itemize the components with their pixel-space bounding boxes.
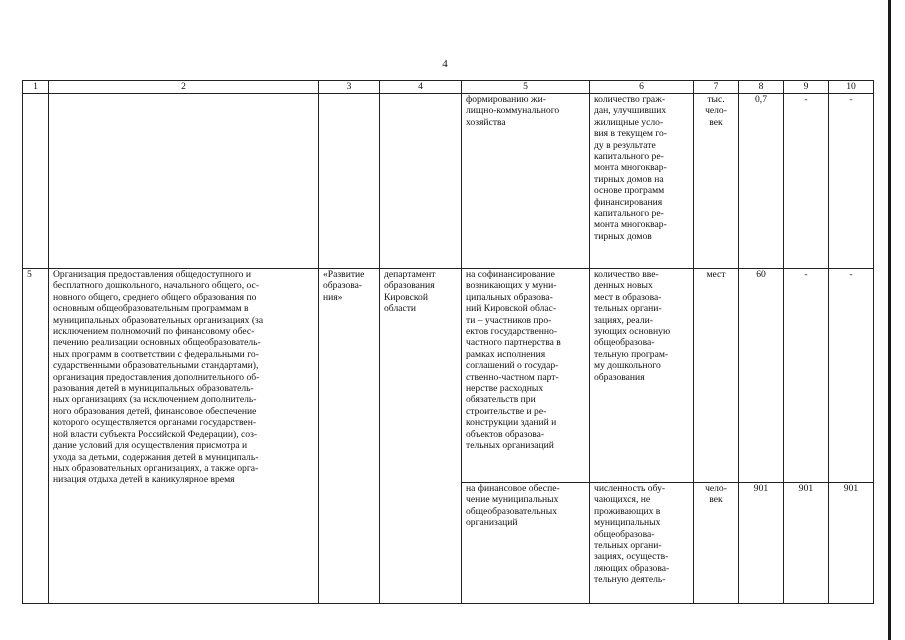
page-edge-line <box>888 0 891 640</box>
value-col-8-cell: 901 <box>739 483 784 604</box>
function-description-cell <box>49 94 319 269</box>
header-row <box>23 81 874 94</box>
value-col-8-cell: 60 <box>739 269 784 483</box>
header-col-7: 7 <box>694 81 739 94</box>
header-col-8: 8 <box>739 81 784 94</box>
header-col-10: 10 <box>829 81 874 94</box>
row-number-cell: 5 <box>23 269 49 604</box>
value-col-9-cell: 901 <box>784 483 829 604</box>
unit-cell: мест <box>694 269 739 483</box>
header-col-6: 6 <box>590 81 694 94</box>
table-row <box>23 94 874 269</box>
row-number-cell <box>23 94 49 269</box>
header-col-5: 5 <box>462 81 590 94</box>
header-col-2: 2 <box>49 81 319 94</box>
purpose-cell: на софинансирование возникающих у муни- ципальных образова- ний Кировской облас- ти – участников про- ектов государственно- частного партнерства в рамках исполнения соглашений о государ- ственно-частном парт- нерстве расходных обязательств при строительстве и ре- конструкции зданий и объектов образова- тельных организаций <box>462 269 590 483</box>
unit-cell: тыс. чело- век <box>694 94 739 269</box>
table-row <box>23 269 874 483</box>
program-cell <box>319 94 380 269</box>
header-col-9: 9 <box>784 81 829 94</box>
value-col-8-cell: 0,7 <box>739 94 784 269</box>
department-cell <box>380 94 462 269</box>
page-number: 4 <box>442 58 448 70</box>
indicator-cell: количество граж- дан, улучшивших жилищные усло- вия в текущем го- ду в результате капитального ре- монта многоквар- тирных домов на основе программ финансирования капитального ре- монта многоквар- тирных домов <box>590 94 694 269</box>
purpose-cell: на финансовое обеспе- чение муниципальных общеобразовательных организаций <box>462 483 590 604</box>
data-table <box>22 80 874 604</box>
program-cell: «Развитие образова- ния» <box>319 269 380 604</box>
value-col-10-cell: - <box>829 94 874 269</box>
header-col-3: 3 <box>319 81 380 94</box>
indicator-cell: численность обу- чающихся, не проживающих в муниципальных общеобразова- тельных органи- зациях, осуществ- ляющих образова- тельную деятель- <box>590 483 694 604</box>
value-col-10-cell: - <box>829 269 874 483</box>
department-cell: департамент образования Кировской области <box>380 269 462 604</box>
purpose-cell: формированию жи- лищно-коммунального хозяйства <box>462 94 590 269</box>
unit-cell: чело- век <box>694 483 739 604</box>
value-col-9-cell: - <box>784 94 829 269</box>
header-col-1: 1 <box>23 81 49 94</box>
function-description-cell: Организация предоставления общедоступного и бесплатного дошкольного, начального общего, ос- новного общего, среднего общего образования по основным общеобразовательным программам в муниципальных образовательных организациях (за исключением полномочий по финансовому обес- печению реализации основных общеобразователь- ных программ в соответствии с федеральными го- сударственными образовательными стандартами), организация предоставления дополнительного об- разования детей в муниципальных образователь- ных организациях (за исключением дополнитель- ного образования детей, финансовое обеспечение которого осуществляется органами государствен- ной власти субъекта Российской Федерации), соз- дание условий для осуществления присмотра и ухода за детьми, содержания детей в муниципаль- ных образовательных организациях, а также орга- низация отдыха детей в каникулярное время <box>49 269 319 604</box>
header-col-4: 4 <box>380 81 462 94</box>
indicator-cell: количество вве- денных новых мест в образова- тельных органи- зациях, реали- зующих основную общеобразова- тельную програм- му дошкольного образования <box>590 269 694 483</box>
value-col-10-cell: 901 <box>829 483 874 604</box>
value-col-9-cell: - <box>784 269 829 483</box>
